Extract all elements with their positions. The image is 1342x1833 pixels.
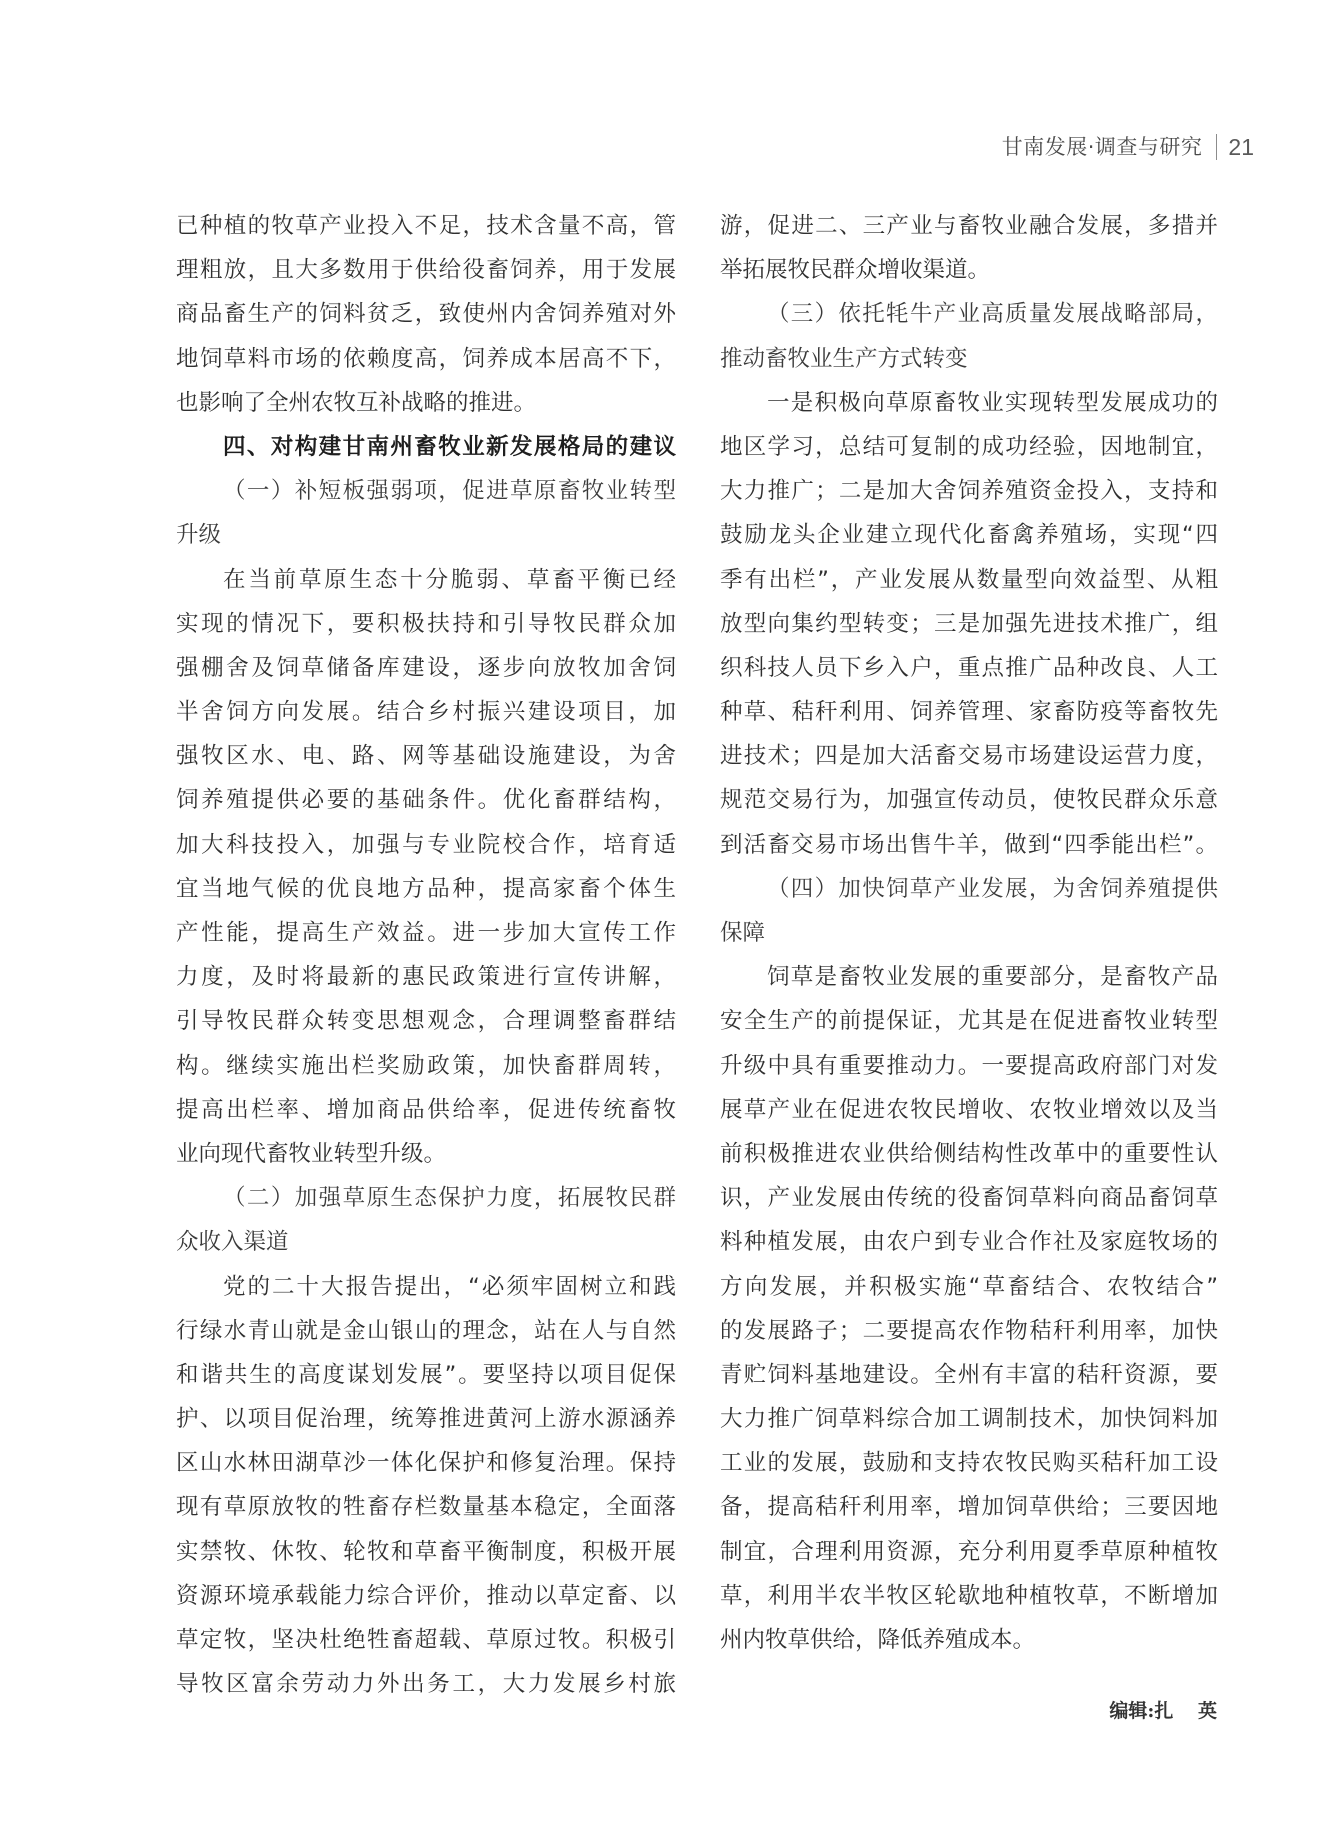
- paragraph-line: 料种植发展，由农户到专业合作社及家庭牧场的: [720, 1229, 1218, 1256]
- paragraph-line: 工业的发展，鼓励和支持农牧民购买秸秆加工设: [720, 1450, 1218, 1477]
- paragraph-line: 饲草是畜牧业发展的重要部分，是畜牧产品: [767, 964, 1218, 991]
- paragraph-line: 举拓展牧民群众增收渠道。: [720, 257, 991, 284]
- subheading-line: 保障: [720, 920, 766, 946]
- subheading-line: （二）加强草原生态保护力度，拓展牧民群: [223, 1185, 676, 1212]
- paragraph-line: 资源环境承载能力综合评价，推动以草定畜、以: [176, 1582, 676, 1609]
- paragraph-line: 大力推广饲草料综合加工调制技术，加快饲料加: [720, 1406, 1218, 1433]
- paragraph-line: 强棚舍及饲草储备库建设，逐步向放牧加舍饲: [176, 654, 676, 681]
- subheading: [176, 469, 676, 557]
- paragraph-line: 到活畜交易市场出售牛羊，做到“四季能出栏”。: [720, 831, 1218, 858]
- left-column: [176, 204, 676, 1706]
- paragraph-line: 前积极推进农业供给侧结构性改革中的重要性认: [720, 1140, 1218, 1167]
- paragraph-line: 和谐共生的高度谋划发展”。要坚持以项目促保: [176, 1361, 676, 1388]
- page-number: 21: [1228, 134, 1254, 160]
- paragraph-line: 构。继续实施出栏奖励政策，加快畜群周转，: [176, 1052, 676, 1079]
- paragraph-line: 大力推广；二是加大舍饲养殖资金投入，支持和: [720, 478, 1218, 505]
- subheading-line: 众收入渠道: [176, 1229, 289, 1256]
- paragraph-line: 进技术；四是加大活畜交易市场建设运营力度，: [720, 743, 1218, 770]
- paragraph-line: 规范交易行为，加强宣传动员，使牧民群众乐意: [720, 787, 1218, 814]
- paragraph-line: 一是积极向草原畜牧业实现转型发展成功的: [767, 389, 1218, 416]
- paragraph: [176, 1265, 676, 1707]
- editor-credit: 编辑:扎 英: [1109, 1700, 1217, 1722]
- paragraph-line: 加大科技投入，加强与专业院校合作，培育适: [176, 831, 676, 858]
- header-divider: [1216, 134, 1217, 160]
- paragraph-line: 党的二十大报告提出，“必须牢固树立和践: [223, 1273, 676, 1300]
- paragraph-line: 草定牧，坚决杜绝牲畜超载、草原过牧。积极引: [176, 1627, 676, 1653]
- paragraph-line: 州内牧草供给，降低养殖成本。: [720, 1627, 1036, 1653]
- right-column: [720, 204, 1218, 1662]
- subheading: [720, 867, 1218, 955]
- paragraph-line: 安全生产的前提保证，尤其是在促进畜牧业转型: [720, 1008, 1218, 1035]
- paragraph-line: 半舍饲方向发展。结合乡村振兴建设项目，加: [176, 699, 676, 726]
- paragraph-line: 理粗放，且大多数用于供给役畜饲养，用于发展: [176, 257, 676, 284]
- paragraph-line: 鼓励龙头企业建立现代化畜禽养殖场，实现“四: [720, 522, 1218, 549]
- running-header: [1002, 133, 1254, 161]
- paragraph-line: 力度，及时将最新的惠民政策进行宣传讲解，: [176, 964, 676, 991]
- paragraph-line: 行绿水青山就是金山银山的理念，站在人与自然: [176, 1317, 676, 1344]
- paragraph-line: 也影响了全州农牧互补战略的推进。: [176, 389, 537, 416]
- paragraph-line: 强牧区水、电、路、网等基础设施建设，为舍: [176, 743, 676, 770]
- subheading: [176, 1176, 676, 1264]
- paragraph-line: 业向现代畜牧业转型升级。: [176, 1140, 447, 1167]
- paragraph-line: 饲养殖提供必要的基础条件。优化畜群结构，: [176, 787, 676, 814]
- paragraph-line: 商品畜生产的饲料贫乏，致使州内舍饲养殖对外: [176, 301, 676, 328]
- paragraph-line: 宜当地气候的优良地方品种，提高家畜个体生: [176, 875, 676, 902]
- subheading-line: （四）加快饲草产业发展，为舍饲养殖提供: [767, 875, 1218, 902]
- paragraph-line: 导牧区富余劳动力外出务工，大力发展乡村旅: [176, 1671, 676, 1698]
- paragraph-line: 放型向集约型转变；三是加强先进技术推广，组: [720, 610, 1218, 637]
- paragraph: [176, 204, 676, 425]
- paragraph-line: 季有出栏”，产业发展从数量型向效益型、从粗: [720, 566, 1218, 593]
- paragraph-line: 提高出栏率、增加商品供给率，促进传统畜牧: [176, 1096, 676, 1123]
- paragraph-line: 实禁牧、休牧、轮牧和草畜平衡制度，积极开展: [176, 1538, 676, 1565]
- subheading-line: （三）依托牦牛产业高质量发展战略部局，: [767, 301, 1218, 328]
- section-heading: 四、对构建甘南州畜牧业新发展格局的建议: [223, 433, 676, 460]
- paragraph-line: 在当前草原生态十分脆弱、草畜平衡已经: [223, 566, 676, 593]
- paragraph-line: 识，产业发展由传统的役畜饲草料向商品畜饲草: [720, 1185, 1218, 1212]
- paragraph-line: 草，利用半农半牧区轮歇地种植牧草，不断增加: [720, 1582, 1218, 1609]
- paragraph-line: 升级中具有重要推动力。一要提高政府部门对发: [720, 1052, 1218, 1079]
- paragraph-line: 地区学习，总结可复制的成功经验，因地制宜，: [720, 433, 1218, 460]
- paragraph: [720, 381, 1218, 867]
- paragraph: [720, 955, 1218, 1662]
- paragraph-line: 实现的情况下，要积极扶持和引导牧民群众加: [176, 610, 676, 637]
- paragraph-line: 产性能，提高生产效益。进一步加大宣传工作: [176, 920, 676, 946]
- running-header-title: 甘南发展·调查与研究: [1001, 135, 1203, 159]
- paragraph-line: 青贮饲料基地建设。全州有丰富的秸秆资源，要: [720, 1361, 1218, 1388]
- paragraph-line: 引导牧民群众转变思想观念，合理调整畜群结: [176, 1008, 676, 1035]
- paragraph-line: 备，提高秸秆利用率，增加饲草供给；三要因地: [720, 1494, 1218, 1521]
- paragraph-line: 护、以项目促治理，统筹推进黄河上游水源涵养: [176, 1406, 676, 1433]
- paragraph-line: 现有草原放牧的牲畜存栏数量基本稳定，全面落: [176, 1494, 676, 1521]
- paragraph-line: 织科技人员下乡入户，重点推广品种改良、人工: [720, 654, 1218, 681]
- subheading: [720, 292, 1218, 380]
- paragraph-line: 游，促进二、三产业与畜牧业融合发展，多措并: [720, 213, 1218, 239]
- paragraph-line: 制宜，合理利用资源，充分利用夏季草原种植牧: [720, 1538, 1218, 1565]
- paragraph-line: 地饲草料市场的依赖度高，饲养成本居高不下，: [176, 345, 676, 372]
- paragraph-line: 的发展路子；二要提高农作物秸秆利用率，加快: [720, 1317, 1218, 1344]
- paragraph-line: 展草产业在促进农牧民增收、农牧业增效以及当: [720, 1096, 1218, 1123]
- paragraph: [720, 204, 1218, 292]
- paragraph-line: 方向发展，并积极实施“草畜结合、农牧结合”: [720, 1273, 1218, 1300]
- paragraph-line: 已种植的牧草产业投入不足，技术含量不高，管: [176, 213, 676, 239]
- subheading-line: 升级: [176, 522, 222, 549]
- paragraph: [176, 558, 676, 1177]
- subheading-line: 推动畜牧业生产方式转变: [720, 345, 968, 372]
- paragraph-line: 种草、秸秆利用、饲养管理、家畜防疫等畜牧先: [720, 699, 1218, 726]
- paragraph-line: 区山水林田湖草沙一体化保护和修复治理。保持: [176, 1450, 676, 1477]
- subheading-line: （一）补短板强弱项，促进草原畜牧业转型: [223, 478, 676, 505]
